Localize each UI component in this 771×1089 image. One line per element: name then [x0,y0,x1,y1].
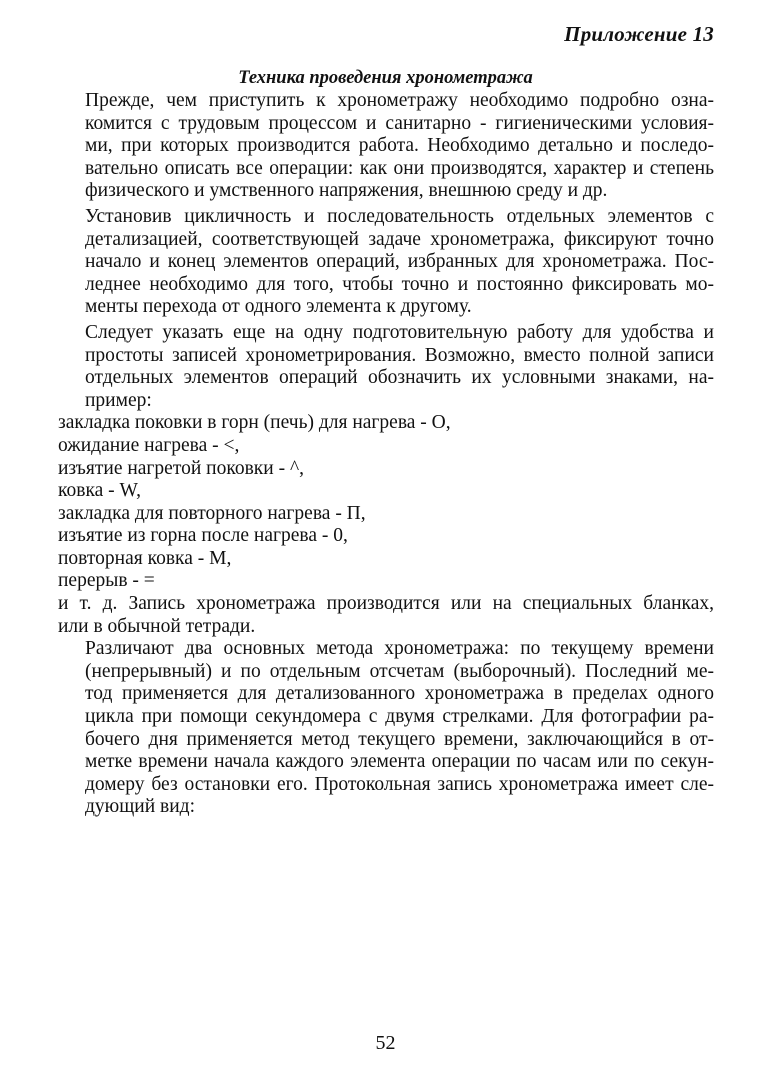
text-line: (непрерывный) и по отдельным отсчетам (выборочный). Последний ме- [85,660,714,682]
text-line: начало и конец элементов операций, избранных для хронометража. Пос- [85,251,714,273]
text-line: тод применяется для детализованного хронометража в пределах одного [85,683,714,705]
text-line: пример: [85,389,152,411]
paragraph-cyclicity [58,206,714,319]
appendix-label: Приложение 13 [564,22,714,46]
text-line: и т. д. Запись хронометража производится или на специальных бланках, [58,593,714,615]
list-item: изъятие из горна после нагрева - 0, [58,525,348,547]
paragraph-methods [58,638,714,819]
list-item: изъятие нагретой поковки - ^, [58,457,304,479]
paragraph-preparation [58,90,714,203]
text-line: бочего дня применяется метод текущего времени, заключающийся в от- [85,728,714,750]
text-line: физического и умственного напряжения, внешнюю среду и др. [85,180,608,202]
text-line: ми, при которых производится работа. Необходимо детально и последо- [85,135,714,157]
text-line: детализацией, соответствующей задаче хронометража, фиксируют точно [85,228,714,250]
text-line: леднее необходимо для того, чтобы точно и постоянно фиксировать мо- [85,273,714,295]
text-line: отдельных элементов операций обозначить их условными знаками, на- [85,367,714,389]
list-item: закладка поковки в горн (печь) для нагрева - О, [58,412,451,434]
paragraph-preparatory-work [58,322,714,412]
text-line: Установив цикличность и последовательность отдельных элементов с [85,205,714,227]
text-line: вательно описать все операции: как они производятся, характер и степень [85,157,714,179]
text-line: простоты записей хронометрирования. Возможно, вместо полной записи [85,344,714,366]
list-item: ожидание нагрева - <, [58,434,240,456]
text-line: домеру без остановки его. Протокольная запись хронометража имеет сле- [85,773,714,795]
document-body [58,90,714,819]
section-title: Техника проведения хронометража [238,68,533,88]
symbol-list [58,412,714,593]
list-item: перерыв - = [58,570,155,592]
text-line: или в обычной тетради. [58,615,256,637]
list-item: закладка для повторного нагрева - П, [58,502,366,524]
list-item: ковка - W, [58,480,142,502]
text-line: Различают два основных метода хронометража: по текущему времени [85,638,714,660]
page-number: 52 [375,1032,396,1054]
text-line: Следует указать еще на одну подготовительную работу для удобства и [85,321,714,343]
list-item: повторная ковка - М, [58,547,232,569]
text-line: Прежде, чем приступить к хронометражу необходимо подробно озна- [85,90,714,111]
text-line: дующий вид: [85,796,195,818]
text-line: метке времени начала каждого элемента операции по часам или по секун- [85,751,714,773]
text-line: комится с трудовым процессом и санитарно - гигиеническими условия- [85,112,714,134]
text-line: цикла при помощи секундомера с двумя стрелками. Для фотографии ра- [85,706,714,728]
text-line: менты перехода от одного элемента к другому. [85,296,472,318]
paragraph-recording [58,593,714,638]
